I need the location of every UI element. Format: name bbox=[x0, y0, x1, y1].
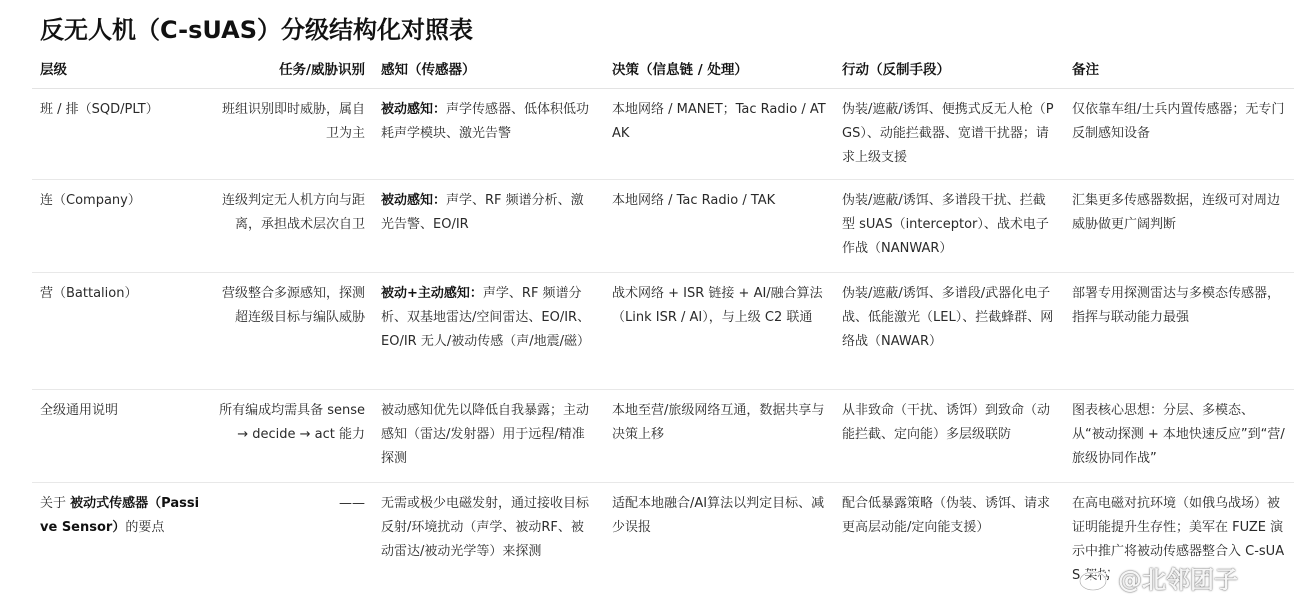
header-row bbox=[32, 50, 1294, 89]
cell-decide: 适配本地融合/AI算法以判定目标、减少误报 bbox=[604, 483, 834, 611]
cell-level-suffix: 的要点 bbox=[125, 520, 164, 535]
cell-sense-bold: 被动+主动感知： bbox=[381, 286, 483, 301]
cell-level-prefix: 关于 bbox=[40, 496, 70, 511]
header-level: 层级 bbox=[32, 50, 210, 89]
cell-sense-text: 被动感知优先以降低自我暴露；主动感知（雷达/发射器）用于远程/精准探测 bbox=[381, 403, 589, 466]
cell-note: 汇集更多传感器数据，连级可对周边威胁做更广阔判断 bbox=[1064, 180, 1294, 273]
cell-decide: 本地网络 / Tac Radio / TAK bbox=[604, 180, 834, 273]
cell-sense-text: 声学传感器、低体积低功耗声学模块、激光告警 bbox=[381, 102, 589, 141]
table-row bbox=[32, 89, 1294, 180]
cell-sense-text: 声学、RF 频谱分析、激光告警、EO/IR bbox=[381, 193, 584, 232]
header-act: 行动（反制手段） bbox=[834, 50, 1064, 89]
header-sense: 感知（传感器） bbox=[373, 50, 604, 89]
weibo-logo-icon bbox=[1078, 564, 1112, 592]
header-note: 备注 bbox=[1064, 50, 1294, 89]
cell-note: 仅依靠车组/士兵内置传感器；无专门反制感知设备 bbox=[1064, 89, 1294, 180]
cell-task: 所有编成均需具备 sense → decide → act 能力 bbox=[210, 390, 373, 483]
cell-note: 图表核心思想：分层、多模态、从“被动探测 + 本地快速反应”到“营/旅级协同作战” bbox=[1064, 390, 1294, 483]
table-row bbox=[32, 180, 1294, 273]
table-header bbox=[32, 50, 1294, 89]
cell-note: 在高电磁对抗环境（如俄乌战场）被证明能提升生存性；美军在 FUZE 演示中推广将被动传感器整合入 C-sUAS 架构 bbox=[1064, 483, 1294, 611]
cell-sense-text: 声学、RF 频谱分析、双基地雷达/空间雷达、EO/IR、EO/IR 无人/被动传感（声/地震/磁） bbox=[381, 286, 590, 349]
cell-act: 配合低暴露策略（伪装、诱饵、请求更高层动能/定向能支援） bbox=[834, 483, 1064, 611]
page-title: 反无人机（C-sUAS）分级结构化对照表 bbox=[40, 10, 473, 45]
cell-level: 全级通用说明 bbox=[32, 390, 210, 483]
cell-level: 连（Company） bbox=[32, 180, 210, 273]
comparison-table bbox=[32, 50, 1294, 611]
cell-decide: 战术网络 + ISR 链接 + AI/融合算法（Link ISR / AI），与上级 C2 联通 bbox=[604, 273, 834, 390]
cell-task: 连级判定无人机方向与距离，承担战术层次自卫 bbox=[210, 180, 373, 273]
table-row bbox=[32, 390, 1294, 483]
cell-task: —— bbox=[210, 483, 373, 611]
cell-sense-bold: 被动感知： bbox=[381, 102, 446, 117]
cell-task: 营级整合多源感知，探测超连级目标与编队威胁 bbox=[210, 273, 373, 390]
cell-sense bbox=[373, 89, 604, 180]
cell-level: 班 / 排（SQD/PLT） bbox=[32, 89, 210, 180]
cell-task: 班组识别即时威胁，属自卫为主 bbox=[210, 89, 373, 180]
cell-act: 伪装/遮蔽/诱饵、多谱段干扰、拦截型 sUAS（interceptor）、战术电子作战（NANWAR） bbox=[834, 180, 1064, 273]
cell-sense-bold: 被动感知： bbox=[381, 193, 446, 208]
cell-sense bbox=[373, 180, 604, 273]
cell-sense bbox=[373, 483, 604, 611]
cell-sense bbox=[373, 390, 604, 483]
cell-decide: 本地网络 / MANET；Tac Radio / ATAK bbox=[604, 89, 834, 180]
cell-act: 从非致命（干扰、诱饵）到致命（动能拦截、定向能）多层级联防 bbox=[834, 390, 1064, 483]
header-task: 任务/威胁识别 bbox=[210, 50, 373, 89]
cell-level-bold: 被动式传感器（Passive Sensor） bbox=[40, 496, 199, 535]
header-decide: 决策（信息链 / 处理） bbox=[604, 50, 834, 89]
cell-act: 伪装/遮蔽/诱饵、多谱段/武器化电子战、低能激光（LEL）、拦截蜂群、网络战（NAWAR） bbox=[834, 273, 1064, 390]
cell-note: 部署专用探测雷达与多模态传感器，指挥与联动能力最强 bbox=[1064, 273, 1294, 390]
cell-level: 营（Battalion） bbox=[32, 273, 210, 390]
cell-act: 伪装/遮蔽/诱饵、便携式反无人枪（PGS）、动能拦截器、宽谱干扰器；请求上级支援 bbox=[834, 89, 1064, 180]
watermark-text: @北邻团子 bbox=[1118, 560, 1238, 595]
table-row bbox=[32, 273, 1294, 390]
cell-sense-text: 无需或极少电磁发射，通过接收目标反射/环境扰动（声学、被动RF、被动雷达/被动光学等）来探测 bbox=[381, 496, 589, 559]
cell-decide: 本地至营/旅级网络互通，数据共享与决策上移 bbox=[604, 390, 834, 483]
watermark bbox=[1078, 560, 1238, 595]
cell-sense bbox=[373, 273, 604, 390]
cell-level bbox=[32, 483, 210, 611]
